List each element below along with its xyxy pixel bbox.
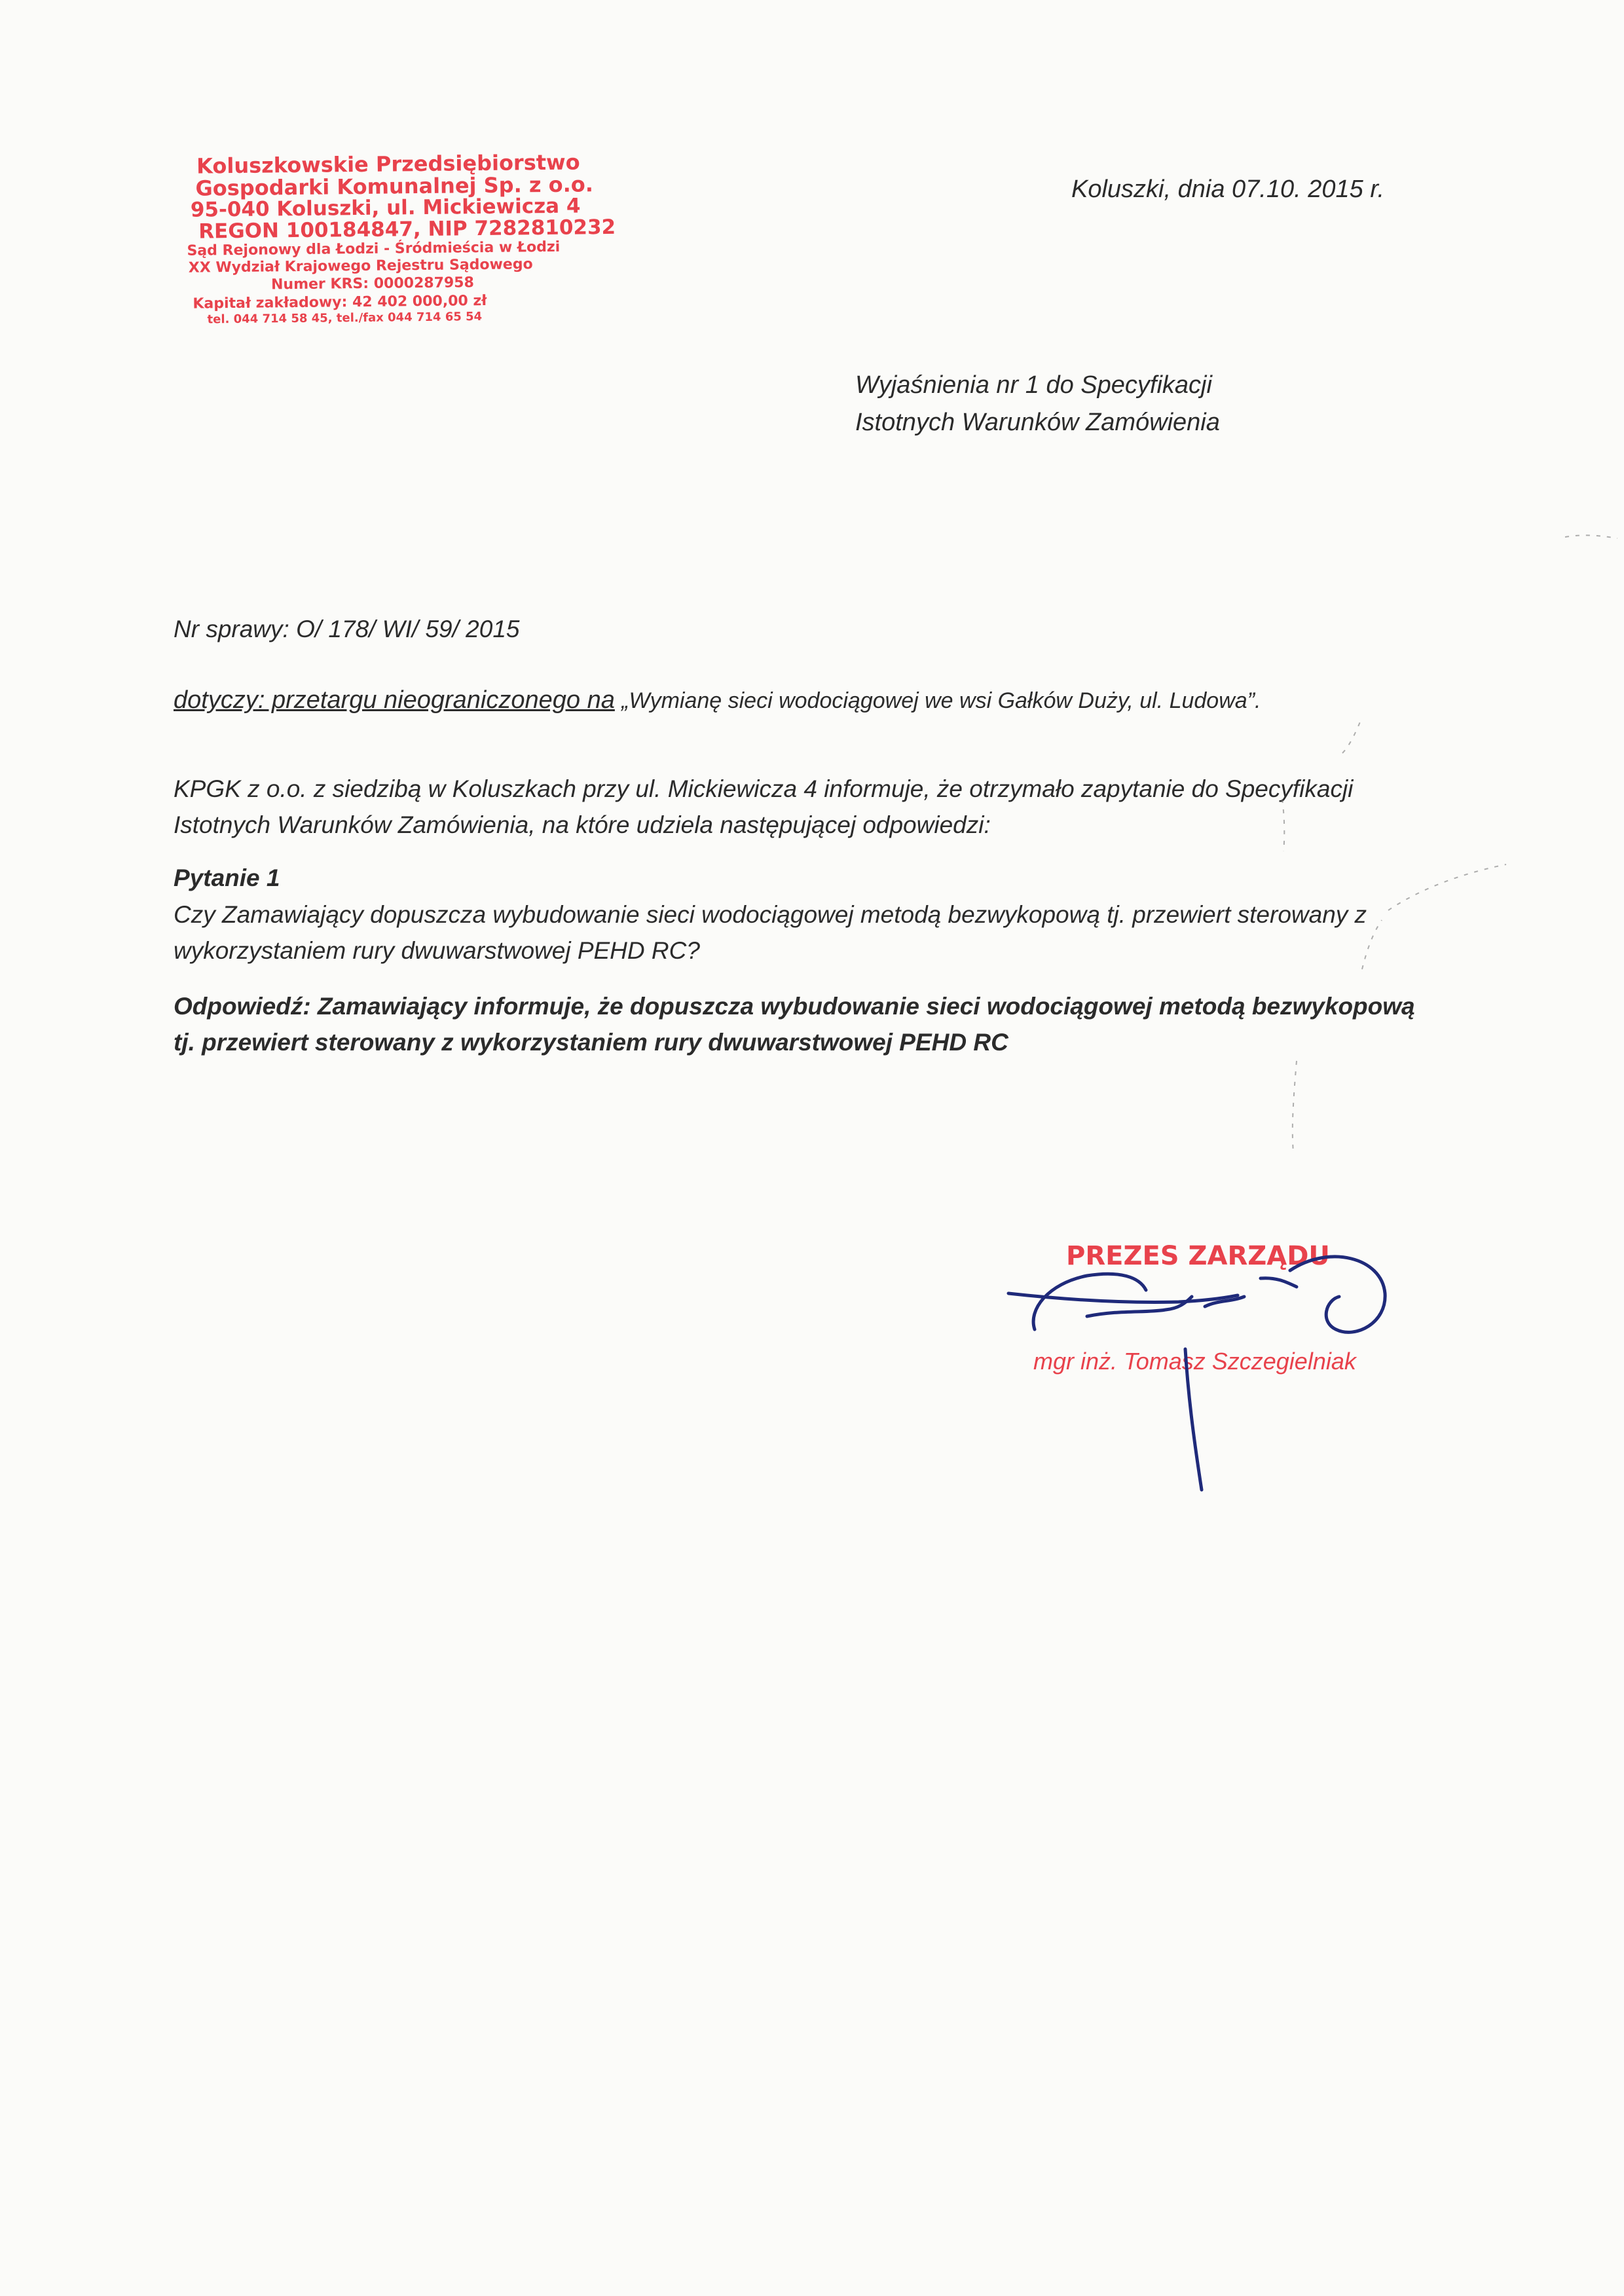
- stamp-line: Gospodarki Komunalnej Sp. z o.o.: [195, 172, 594, 201]
- stamp-line: Kapitał zakładowy: 42 402 000,00 zł: [193, 292, 487, 312]
- stamp-line: tel. 044 714 58 45, tel./fax 044 714 65 54: [207, 310, 483, 327]
- stamp-line: XX Wydział Krajowego Rejestru Sądowego: [188, 256, 533, 276]
- stamp-line: Koluszkowskie Przedsiębiorstwo: [196, 149, 580, 179]
- subject-line: Wyjaśnienia nr 1 do Specyfikacji: [855, 371, 1212, 399]
- question-text: Czy Zamawiający dopuszcza wybudowanie sieci wodociągowej metodą bezwykopową tj. przewiert sterowany z wykorzystaniem rury dwuwarstwowej PEHD RC?: [174, 901, 1367, 964]
- stamp-line: 95-040 Koluszki, ul. Mickiewicza 4: [190, 194, 581, 222]
- signature-title: PREZES ZARZĄDU: [1066, 1241, 1330, 1271]
- question-label: Pytanie 1: [174, 864, 280, 891]
- subject-line: Istotnych Warunków Zamówienia: [855, 409, 1220, 436]
- signature-name: mgr inż. Tomasz Szczegielniak: [1033, 1348, 1356, 1375]
- stamp-line: REGON 100184847, NIP 7282810232: [198, 215, 616, 244]
- tender-title: „Wymianę sieci wodociągowej we wsi Gałków Duży, ul. Ludowa”.: [621, 688, 1261, 713]
- concerns-prefix: dotyczy: przetargu nieograniczonego na: [174, 686, 615, 714]
- document-date: Koluszki, dnia 07.10. 2015 r.: [1071, 176, 1385, 203]
- intro-paragraph: KPGK z o.o. z siedzibą w Koluszkach przy ul. Mickiewicza 4 informuje, że otrzymało zapytanie do Specyfikacji Istotnych Warunków Zamówienia, na które udziela następującej odpowiedzi:: [174, 775, 1354, 838]
- stamp-line: Numer KRS: 0000287958: [270, 274, 474, 293]
- case-number: Nr sprawy: O/ 178/ WI/ 59/ 2015: [174, 616, 520, 642]
- stamp-line: Sąd Rejonowy dla Łodzi - Śródmieścia w Łodzi: [187, 238, 561, 259]
- answer-paragraph: Odpowiedź: Zamawiający informuje, że dopuszcza wybudowanie sieci wodociągowej metodą bezwykopową tj. przewiert sterowany z wykorzystaniem rury dwuwarstwowej PEHD RC: [174, 993, 1415, 1056]
